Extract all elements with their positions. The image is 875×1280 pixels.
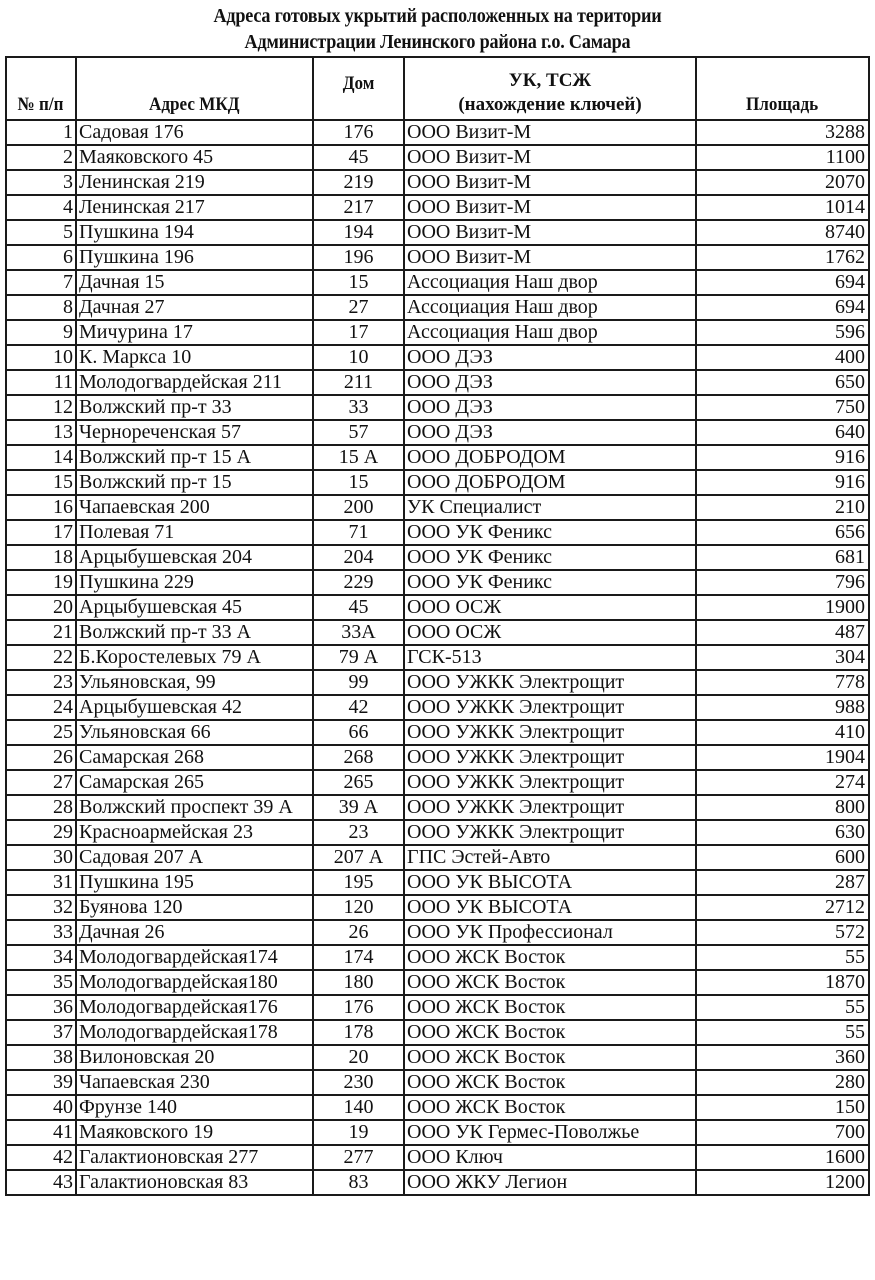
cell-uk: ООО УЖКК Электрощит xyxy=(404,745,696,770)
cell-address: Арцыбушевская 204 xyxy=(76,545,313,570)
cell-num: 26 xyxy=(6,745,76,770)
cell-address: Арцыбушевская 42 xyxy=(76,695,313,720)
cell-area: 487 xyxy=(696,620,869,645)
cell-area: 55 xyxy=(696,945,869,970)
cell-house: 120 xyxy=(313,895,404,920)
cell-house: 23 xyxy=(313,820,404,845)
cell-area: 778 xyxy=(696,670,869,695)
cell-uk: ГСК-513 xyxy=(404,645,696,670)
header-uk-line1: УК, ТСЖ xyxy=(508,70,592,91)
cell-address: Ульяновская, 99 xyxy=(76,670,313,695)
cell-address: Б.Коростелевых 79 А xyxy=(76,645,313,670)
cell-area: 800 xyxy=(696,795,869,820)
cell-uk: ООО ЖСК Восток xyxy=(404,1095,696,1120)
cell-num: 36 xyxy=(6,995,76,1020)
cell-uk: ГПС Эстей-Авто xyxy=(404,845,696,870)
cell-area: 700 xyxy=(696,1120,869,1145)
cell-uk: ООО УЖКК Электрощит xyxy=(404,695,696,720)
cell-address: Ленинская 217 xyxy=(76,195,313,220)
cell-address: Пушкина 196 xyxy=(76,245,313,270)
cell-address: Вилоновская 20 xyxy=(76,1045,313,1070)
table-row xyxy=(6,1145,869,1170)
cell-uk: ООО ОСЖ xyxy=(404,595,696,620)
table-row xyxy=(6,545,869,570)
cell-address: Дачная 26 xyxy=(76,920,313,945)
cell-house: 217 xyxy=(313,195,404,220)
cell-address: Волжский пр-т 33 А xyxy=(76,620,313,645)
cell-uk: ООО УК Гермес-Поволжье xyxy=(404,1120,696,1145)
cell-address: Чапаевская 200 xyxy=(76,495,313,520)
cell-num: 38 xyxy=(6,1045,76,1070)
cell-address: Самарская 265 xyxy=(76,770,313,795)
cell-area: 916 xyxy=(696,470,869,495)
cell-address: Галактионовская 277 xyxy=(76,1145,313,1170)
cell-num: 41 xyxy=(6,1120,76,1145)
cell-address: Волжский пр-т 33 xyxy=(76,395,313,420)
header-address xyxy=(76,57,313,120)
cell-uk: ООО ЖСК Восток xyxy=(404,1020,696,1045)
table-row xyxy=(6,1095,869,1120)
cell-uk: Ассоциация Наш двор xyxy=(404,270,696,295)
cell-address: Пушкина 229 xyxy=(76,570,313,595)
cell-num: 23 xyxy=(6,670,76,695)
cell-area: 304 xyxy=(696,645,869,670)
table-row xyxy=(6,570,869,595)
header-area xyxy=(696,57,869,120)
cell-area: 1100 xyxy=(696,145,869,170)
table-row xyxy=(6,795,869,820)
cell-house: 140 xyxy=(313,1095,404,1120)
table-row xyxy=(6,470,869,495)
cell-house: 230 xyxy=(313,1070,404,1095)
cell-uk: ООО Визит-М xyxy=(404,245,696,270)
table-row xyxy=(6,1045,869,1070)
cell-area: 55 xyxy=(696,1020,869,1045)
cell-address: Маяковского 19 xyxy=(76,1120,313,1145)
cell-uk: ООО ЖСК Восток xyxy=(404,1045,696,1070)
cell-address: Волжский пр-т 15 xyxy=(76,470,313,495)
cell-num: 33 xyxy=(6,920,76,945)
cell-address: Ульяновская 66 xyxy=(76,720,313,745)
header-address-label: Адрес МКД xyxy=(149,94,240,115)
cell-uk: Ассоциация Наш двор xyxy=(404,320,696,345)
title-line-1: Адреса готовых укрытий расположенных на територии xyxy=(213,6,662,27)
table-row xyxy=(6,1020,869,1045)
cell-uk: ООО Визит-М xyxy=(404,195,696,220)
cell-uk: ООО УК Феникс xyxy=(404,545,696,570)
cell-area: 630 xyxy=(696,820,869,845)
cell-uk: ООО ЖСК Восток xyxy=(404,945,696,970)
cell-num: 43 xyxy=(6,1170,76,1195)
cell-num: 1 xyxy=(6,120,76,145)
title-line-2: Администрации Ленинского района г.о. Самара xyxy=(244,32,631,53)
cell-address: Волжский пр-т 15 А xyxy=(76,445,313,470)
cell-address: Садовая 207 А xyxy=(76,845,313,870)
cell-num: 6 xyxy=(6,245,76,270)
cell-num: 30 xyxy=(6,845,76,870)
cell-num: 35 xyxy=(6,970,76,995)
cell-num: 8 xyxy=(6,295,76,320)
cell-num: 14 xyxy=(6,445,76,470)
cell-num: 9 xyxy=(6,320,76,345)
cell-uk: ООО УК Феникс xyxy=(404,570,696,595)
cell-uk: ООО УЖКК Электрощит xyxy=(404,720,696,745)
cell-area: 280 xyxy=(696,1070,869,1095)
cell-num: 19 xyxy=(6,570,76,595)
cell-area: 694 xyxy=(696,270,869,295)
cell-num: 20 xyxy=(6,595,76,620)
table-row xyxy=(6,920,869,945)
cell-address: Чернореченская 57 xyxy=(76,420,313,445)
table-row xyxy=(6,345,869,370)
table-row xyxy=(6,145,869,170)
table-row xyxy=(6,770,869,795)
cell-uk: ООО УК ВЫСОТА xyxy=(404,895,696,920)
cell-area: 287 xyxy=(696,870,869,895)
table-row xyxy=(6,320,869,345)
table-header xyxy=(6,57,869,120)
cell-area: 572 xyxy=(696,920,869,945)
cell-house: 26 xyxy=(313,920,404,945)
table-row xyxy=(6,220,869,245)
table-row xyxy=(6,720,869,745)
cell-uk: ООО Ключ xyxy=(404,1145,696,1170)
cell-address: Маяковского 45 xyxy=(76,145,313,170)
cell-house: 204 xyxy=(313,545,404,570)
cell-address: Ленинская 219 xyxy=(76,170,313,195)
cell-house: 99 xyxy=(313,670,404,695)
table-row xyxy=(6,745,869,770)
cell-house: 200 xyxy=(313,495,404,520)
cell-house: 45 xyxy=(313,145,404,170)
cell-area: 410 xyxy=(696,720,869,745)
cell-house: 229 xyxy=(313,570,404,595)
cell-area: 650 xyxy=(696,370,869,395)
cell-num: 7 xyxy=(6,270,76,295)
cell-address: Дачная 15 xyxy=(76,270,313,295)
cell-num: 3 xyxy=(6,170,76,195)
cell-uk: ООО ДОБРОДОМ xyxy=(404,470,696,495)
cell-address: Волжский проспект 39 А xyxy=(76,795,313,820)
cell-house: 79 А xyxy=(313,645,404,670)
cell-house: 15 xyxy=(313,270,404,295)
cell-uk: ООО Визит-М xyxy=(404,220,696,245)
table-row xyxy=(6,695,869,720)
cell-house: 196 xyxy=(313,245,404,270)
cell-house: 180 xyxy=(313,970,404,995)
table-row xyxy=(6,445,869,470)
table-row xyxy=(6,395,869,420)
cell-area: 600 xyxy=(696,845,869,870)
cell-num: 31 xyxy=(6,870,76,895)
cell-house: 66 xyxy=(313,720,404,745)
cell-address: Полевая 71 xyxy=(76,520,313,545)
cell-address: Мичурина 17 xyxy=(76,320,313,345)
cell-address: Арцыбушевская 45 xyxy=(76,595,313,620)
cell-uk: ООО ЖКУ Легион xyxy=(404,1170,696,1195)
cell-address: Молодогвардейская 211 xyxy=(76,370,313,395)
cell-address: Молодогвардейская174 xyxy=(76,945,313,970)
cell-area: 681 xyxy=(696,545,869,570)
cell-address: Молодогвардейская176 xyxy=(76,995,313,1020)
cell-area: 210 xyxy=(696,495,869,520)
cell-house: 176 xyxy=(313,120,404,145)
cell-house: 195 xyxy=(313,870,404,895)
table-row xyxy=(6,870,869,895)
cell-house: 71 xyxy=(313,520,404,545)
cell-house: 15 А xyxy=(313,445,404,470)
cell-uk: ООО УЖКК Электрощит xyxy=(404,820,696,845)
table-row xyxy=(6,845,869,870)
cell-address: Галактионовская 83 xyxy=(76,1170,313,1195)
header-num-label: № п/п xyxy=(18,94,64,115)
cell-area: 916 xyxy=(696,445,869,470)
cell-uk: ООО УЖКК Электрощит xyxy=(404,770,696,795)
cell-num: 32 xyxy=(6,895,76,920)
cell-address: Самарская 268 xyxy=(76,745,313,770)
table-row xyxy=(6,370,869,395)
cell-house: 33 xyxy=(313,395,404,420)
cell-area: 1870 xyxy=(696,970,869,995)
cell-num: 5 xyxy=(6,220,76,245)
cell-num: 16 xyxy=(6,495,76,520)
cell-uk: ООО УК ВЫСОТА xyxy=(404,870,696,895)
cell-house: 176 xyxy=(313,995,404,1020)
cell-address: Фрунзе 140 xyxy=(76,1095,313,1120)
cell-area: 2070 xyxy=(696,170,869,195)
table-row xyxy=(6,170,869,195)
table-row xyxy=(6,670,869,695)
table-body xyxy=(6,120,869,1195)
cell-area: 1762 xyxy=(696,245,869,270)
cell-uk: ООО Визит-М xyxy=(404,120,696,145)
cell-uk: Ассоциация Наш двор xyxy=(404,295,696,320)
header-house-label: Дом xyxy=(342,72,375,94)
cell-area: 274 xyxy=(696,770,869,795)
table-row xyxy=(6,945,869,970)
table-row xyxy=(6,195,869,220)
cell-num: 28 xyxy=(6,795,76,820)
cell-area: 640 xyxy=(696,420,869,445)
cell-house: 42 xyxy=(313,695,404,720)
cell-address: Молодогвардейская180 xyxy=(76,970,313,995)
cell-area: 1904 xyxy=(696,745,869,770)
cell-uk: ООО ЖСК Восток xyxy=(404,970,696,995)
cell-house: 10 xyxy=(313,345,404,370)
table-row xyxy=(6,420,869,445)
cell-num: 13 xyxy=(6,420,76,445)
cell-house: 194 xyxy=(313,220,404,245)
cell-area: 1014 xyxy=(696,195,869,220)
cell-num: 22 xyxy=(6,645,76,670)
table-row xyxy=(6,620,869,645)
cell-num: 37 xyxy=(6,1020,76,1045)
table-row xyxy=(6,1070,869,1095)
cell-house: 174 xyxy=(313,945,404,970)
header-area-label: Площадь xyxy=(746,94,819,115)
cell-area: 656 xyxy=(696,520,869,545)
cell-uk: ООО УЖКК Электрощит xyxy=(404,795,696,820)
cell-area: 3288 xyxy=(696,120,869,145)
cell-num: 15 xyxy=(6,470,76,495)
table-row xyxy=(6,820,869,845)
table-row xyxy=(6,895,869,920)
cell-area: 150 xyxy=(696,1095,869,1120)
table-row xyxy=(6,270,869,295)
cell-num: 10 xyxy=(6,345,76,370)
cell-house: 15 xyxy=(313,470,404,495)
cell-uk: ООО УЖКК Электрощит xyxy=(404,670,696,695)
cell-uk: ООО ЖСК Восток xyxy=(404,1070,696,1095)
table-row xyxy=(6,495,869,520)
cell-area: 400 xyxy=(696,345,869,370)
cell-area: 360 xyxy=(696,1045,869,1070)
cell-address: Дачная 27 xyxy=(76,295,313,320)
cell-uk: ООО ДЭЗ xyxy=(404,345,696,370)
cell-num: 12 xyxy=(6,395,76,420)
cell-num: 42 xyxy=(6,1145,76,1170)
cell-area: 8740 xyxy=(696,220,869,245)
cell-area: 988 xyxy=(696,695,869,720)
cell-address: Пушкина 194 xyxy=(76,220,313,245)
cell-house: 39 А xyxy=(313,795,404,820)
header-uk-line2: (нахождение ключей) xyxy=(458,94,642,115)
cell-num: 27 xyxy=(6,770,76,795)
cell-uk: ООО УК Профессионал xyxy=(404,920,696,945)
header-uk xyxy=(404,57,696,120)
cell-house: 20 xyxy=(313,1045,404,1070)
cell-address: Красноармейская 23 xyxy=(76,820,313,845)
cell-house: 57 xyxy=(313,420,404,445)
cell-uk: ООО ДЭЗ xyxy=(404,370,696,395)
cell-num: 25 xyxy=(6,720,76,745)
cell-address: Садовая 176 xyxy=(76,120,313,145)
cell-area: 1900 xyxy=(696,595,869,620)
cell-address: Буянова 120 xyxy=(76,895,313,920)
table-row xyxy=(6,1170,869,1195)
cell-house: 27 xyxy=(313,295,404,320)
cell-num: 39 xyxy=(6,1070,76,1095)
cell-uk: ООО ОСЖ xyxy=(404,620,696,645)
cell-uk: ООО ДЭЗ xyxy=(404,395,696,420)
cell-num: 24 xyxy=(6,695,76,720)
cell-num: 21 xyxy=(6,620,76,645)
cell-num: 29 xyxy=(6,820,76,845)
cell-area: 1600 xyxy=(696,1145,869,1170)
cell-num: 4 xyxy=(6,195,76,220)
cell-house: 45 xyxy=(313,595,404,620)
cell-address: К. Маркса 10 xyxy=(76,345,313,370)
cell-uk: ООО ДОБРОДОМ xyxy=(404,445,696,470)
table-row xyxy=(6,245,869,270)
cell-area: 55 xyxy=(696,995,869,1020)
table-row xyxy=(6,295,869,320)
cell-house: 17 xyxy=(313,320,404,345)
cell-uk: ООО Визит-М xyxy=(404,170,696,195)
cell-house: 83 xyxy=(313,1170,404,1195)
cell-num: 17 xyxy=(6,520,76,545)
cell-uk: УК Специалист xyxy=(404,495,696,520)
cell-area: 596 xyxy=(696,320,869,345)
cell-num: 11 xyxy=(6,370,76,395)
cell-num: 18 xyxy=(6,545,76,570)
cell-area: 2712 xyxy=(696,895,869,920)
cell-house: 265 xyxy=(313,770,404,795)
cell-house: 277 xyxy=(313,1145,404,1170)
cell-house: 268 xyxy=(313,745,404,770)
shelters-table xyxy=(5,56,870,1196)
cell-area: 796 xyxy=(696,570,869,595)
cell-num: 2 xyxy=(6,145,76,170)
document-title xyxy=(31,4,845,56)
cell-area: 1200 xyxy=(696,1170,869,1195)
cell-uk: ООО ЖСК Восток xyxy=(404,995,696,1020)
cell-area: 694 xyxy=(696,295,869,320)
cell-address: Молодогвардейская178 xyxy=(76,1020,313,1045)
cell-num: 40 xyxy=(6,1095,76,1120)
cell-uk: ООО УК Феникс xyxy=(404,520,696,545)
header-row xyxy=(6,57,869,120)
cell-area: 750 xyxy=(696,395,869,420)
cell-house: 19 xyxy=(313,1120,404,1145)
table-row xyxy=(6,970,869,995)
cell-house: 178 xyxy=(313,1020,404,1045)
table-row xyxy=(6,1120,869,1145)
table-row xyxy=(6,120,869,145)
table-row xyxy=(6,995,869,1020)
cell-uk: ООО ДЭЗ xyxy=(404,420,696,445)
table-row xyxy=(6,520,869,545)
table-row xyxy=(6,645,869,670)
cell-num: 34 xyxy=(6,945,76,970)
cell-house: 211 xyxy=(313,370,404,395)
table-row xyxy=(6,595,869,620)
cell-house: 219 xyxy=(313,170,404,195)
cell-house: 207 А xyxy=(313,845,404,870)
header-num xyxy=(6,57,76,120)
cell-uk: ООО Визит-М xyxy=(404,145,696,170)
header-house xyxy=(313,57,404,120)
cell-house: 33А xyxy=(313,620,404,645)
cell-address: Чапаевская 230 xyxy=(76,1070,313,1095)
cell-address: Пушкина 195 xyxy=(76,870,313,895)
